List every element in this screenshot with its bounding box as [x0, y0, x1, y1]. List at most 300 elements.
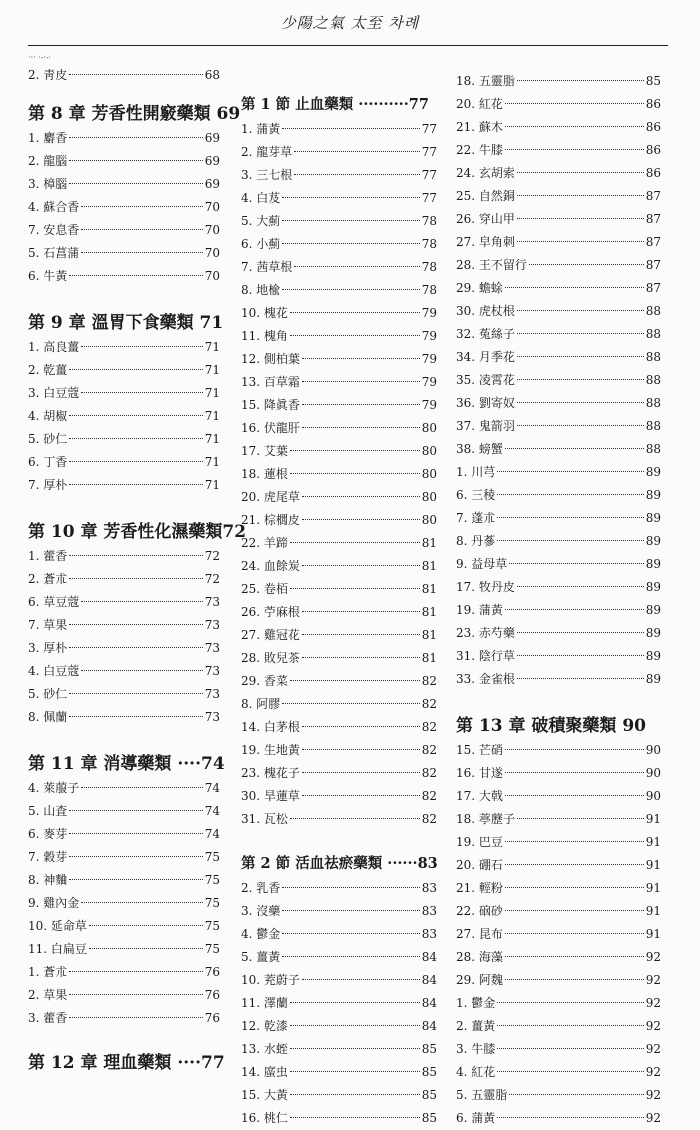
entry-page-number: 77	[421, 122, 437, 136]
entry-page-number: 78	[421, 214, 437, 228]
toc-entry	[28, 961, 220, 984]
entry-page-number: 79	[421, 375, 437, 389]
entry-page-number: 80	[421, 421, 437, 435]
dot-leader	[290, 1071, 420, 1072]
entry-page-number: 91	[645, 881, 661, 895]
dot-leader	[517, 379, 644, 380]
entry-page-number: 88	[645, 419, 661, 433]
toc-entry	[456, 668, 661, 691]
dot-leader	[282, 956, 419, 957]
toc-section	[28, 751, 225, 1030]
toc-entry	[28, 823, 220, 846]
dot-leader	[302, 496, 420, 497]
entry-page-number: 75	[204, 896, 220, 910]
toc-section	[28, 519, 247, 729]
toc-entry	[28, 660, 220, 683]
toc-entry	[241, 141, 437, 164]
dot-leader	[290, 1002, 420, 1003]
entry-label: 5. 薑黃	[241, 950, 281, 964]
toc-entry	[28, 1007, 220, 1030]
dot-leader	[69, 415, 202, 416]
entry-label: 23. 槐花子	[241, 766, 300, 780]
toc-section	[28, 1050, 225, 1076]
dot-leader	[290, 335, 420, 336]
toc-entry	[456, 645, 661, 668]
toc-entry	[241, 877, 437, 900]
toc-entry	[28, 800, 220, 823]
toc-entry	[456, 923, 661, 946]
entry-page-number: 72	[204, 549, 220, 563]
toc-entry	[241, 1107, 437, 1130]
dot-leader	[290, 312, 420, 313]
entry-label: 4. 蘇合香	[28, 200, 80, 214]
entry-label: 20. 硼石	[456, 858, 503, 872]
entry-page-number: 69	[204, 154, 220, 168]
dot-leader	[302, 772, 420, 773]
dot-leader	[302, 427, 420, 428]
dot-leader	[69, 879, 202, 880]
toc-entry	[456, 762, 661, 785]
dot-leader	[517, 80, 644, 81]
entry-page-number: 73	[204, 618, 220, 632]
entry-page-number: 89	[645, 626, 661, 640]
toc-entry	[241, 716, 437, 739]
entry-page-number: 84	[421, 996, 437, 1010]
toc-entry	[28, 869, 220, 892]
entry-label: 10. 延命草	[28, 919, 87, 933]
entry-page-number: 92	[645, 973, 661, 987]
toc-entry	[241, 923, 437, 946]
toc-entry	[241, 463, 437, 486]
entry-label: 18. 蓮根	[241, 467, 288, 481]
entry-page-number: 91	[645, 858, 661, 872]
dot-leader	[89, 925, 203, 926]
dot-leader	[517, 818, 644, 819]
entry-page-number: 92	[645, 1019, 661, 1033]
entry-label: 7. 草果	[28, 618, 68, 632]
entry-label: 7. 茜草根	[241, 260, 293, 274]
toc-entry	[456, 1038, 661, 1061]
dot-leader	[294, 151, 419, 152]
toc-entry	[456, 162, 661, 185]
dot-leader	[517, 172, 644, 173]
page-header	[0, 0, 700, 46]
dot-leader	[290, 1025, 420, 1026]
entry-page-number: 83	[421, 881, 437, 895]
toc-entry	[456, 599, 661, 622]
entry-page-number: 85	[645, 74, 661, 88]
toc-entry	[241, 187, 437, 210]
entry-label: 1. 麝香	[28, 131, 68, 145]
entry-page-number: 92	[645, 1088, 661, 1102]
dot-leader	[290, 450, 420, 451]
dot-leader	[69, 833, 202, 834]
dot-leader	[505, 910, 644, 911]
entry-page-number: 75	[204, 873, 220, 887]
toc-entry	[456, 208, 661, 231]
entry-label: 7. 安息香	[28, 223, 80, 237]
entry-page-number: 88	[645, 350, 661, 364]
toc-entry	[241, 279, 437, 302]
dot-leader	[517, 678, 644, 679]
toc-entry	[241, 532, 437, 555]
dot-leader	[505, 287, 644, 288]
toc-entry	[241, 555, 437, 578]
entry-page-number: 86	[645, 120, 661, 134]
entry-label: 3. 樟腦	[28, 177, 68, 191]
entry-label: 5. 大薊	[241, 214, 281, 228]
toc-entry	[456, 739, 661, 762]
entry-label: 4. 萊菔子	[28, 781, 80, 795]
entry-label: 3. 厚朴	[28, 641, 68, 655]
dot-leader	[517, 425, 644, 426]
toc-entry	[241, 417, 437, 440]
entry-label: 15. 大黃	[241, 1088, 288, 1102]
dot-leader	[505, 772, 644, 773]
dot-leader	[505, 126, 644, 127]
toc-entry	[28, 428, 220, 451]
toc-entry	[241, 946, 437, 969]
entry-label: 30. 旱蓮草	[241, 789, 300, 803]
entry-label: 1. 蒼朮	[28, 965, 68, 979]
dot-leader	[497, 517, 643, 518]
dot-leader	[529, 264, 644, 265]
toc-entry	[241, 900, 437, 923]
entry-label: 28. 敗兒茶	[241, 651, 300, 665]
entry-page-number: 74	[204, 804, 220, 818]
toc-entry	[456, 553, 661, 576]
toc-entry	[456, 622, 661, 645]
entry-page-number: 80	[421, 513, 437, 527]
dot-leader	[69, 555, 202, 556]
toc-entry	[28, 706, 220, 729]
toc-entry	[28, 846, 220, 869]
toc-entry	[456, 877, 661, 900]
entry-label: 2. 龍腦	[28, 154, 68, 168]
chapter-heading: 第 8 章 芳香性開竅藥類 69	[28, 104, 241, 124]
entry-page-number: 81	[421, 605, 437, 619]
dot-leader	[517, 655, 644, 656]
entry-label: 10. 茺蔚子	[241, 973, 300, 987]
toc-entry	[28, 683, 220, 706]
entry-label: 8. 地楡	[241, 283, 281, 297]
dot-leader	[517, 586, 644, 587]
toc-entry	[456, 415, 661, 438]
toc-entry	[456, 254, 661, 277]
entry-page-number: 75	[204, 850, 220, 864]
toc-entry	[241, 509, 437, 532]
dot-leader	[282, 703, 419, 704]
entry-label: 6. 牛黃	[28, 269, 68, 283]
entry-label: 1. 鬱金	[456, 996, 496, 1010]
dot-leader	[282, 128, 419, 129]
entry-label: 3. 沒藥	[241, 904, 281, 918]
toc-entry	[28, 637, 220, 660]
dot-leader	[69, 624, 202, 625]
toc-entry	[456, 946, 661, 969]
entry-label: 11. 白扁豆	[28, 942, 87, 956]
entry-page-number: 78	[421, 260, 437, 274]
dot-leader	[302, 519, 420, 520]
dot-leader	[69, 137, 202, 138]
entry-label: 12. 乾漆	[241, 1019, 288, 1033]
entry-page-number: 70	[204, 269, 220, 283]
toc-entry	[456, 461, 661, 484]
toc-section	[28, 101, 241, 288]
toc-entry	[456, 530, 661, 553]
entry-page-number: 92	[645, 1042, 661, 1056]
toc-entry	[28, 127, 220, 150]
entry-label: 5. 五靈脂	[456, 1088, 508, 1102]
toc-entry	[28, 336, 220, 359]
entry-page-number: 83	[421, 927, 437, 941]
dot-leader	[290, 1117, 420, 1118]
dot-leader	[497, 1025, 643, 1026]
entry-label: 22. 硇砂	[456, 904, 503, 918]
entry-label: 35. 凌霄花	[456, 373, 515, 387]
entry-page-number: 88	[645, 396, 661, 410]
entry-page-number: 71	[204, 478, 220, 492]
dot-leader	[517, 356, 644, 357]
dot-leader	[505, 956, 644, 957]
entry-page-number: 92	[645, 996, 661, 1010]
entry-page-number: 88	[645, 304, 661, 318]
toc-entry	[28, 265, 220, 288]
entry-page-number: 77	[421, 191, 437, 205]
chapter-heading: 第 11 章 消導藥類 ····74	[28, 754, 225, 774]
toc-entry	[456, 139, 661, 162]
entry-label: 30. 虎杖根	[456, 304, 515, 318]
section-heading: 第 1 節 止血藥類 ··········77	[241, 96, 429, 113]
entry-page-number: 82	[421, 720, 437, 734]
entry-label: 20. 虎尾草	[241, 490, 300, 504]
dot-leader	[69, 856, 202, 857]
toc-entry	[28, 196, 220, 219]
entry-label: 7. 厚朴	[28, 478, 68, 492]
toc-entry	[456, 438, 661, 461]
entry-label: 1. 高良薑	[28, 340, 80, 354]
dot-leader	[282, 887, 419, 888]
dot-leader	[69, 484, 202, 485]
entry-label: 6. 丁香	[28, 455, 68, 469]
entry-page-number: 87	[645, 258, 661, 272]
dot-leader	[505, 979, 644, 980]
entry-page-number: 84	[421, 950, 437, 964]
entry-label: 8. 阿膠	[241, 697, 281, 711]
entry-label: 3. 牛膝	[456, 1042, 496, 1056]
entry-page-number: 72	[204, 572, 220, 586]
toc-entry	[456, 969, 661, 992]
entry-label: 1. 藿香	[28, 549, 68, 563]
dot-leader	[509, 1094, 643, 1095]
entry-page-number: 81	[421, 559, 437, 573]
entry-page-number: 89	[645, 465, 661, 479]
entry-page-number: 87	[645, 212, 661, 226]
dot-leader	[81, 670, 202, 671]
entry-label: 24. 血餘炭	[241, 559, 300, 573]
entry-page-number: 88	[645, 442, 661, 456]
entry-page-number: 89	[645, 534, 661, 548]
toc-entry	[456, 1015, 661, 1038]
entry-page-number: 76	[204, 988, 220, 1002]
entry-label: 26. 苧麻根	[241, 605, 300, 619]
dot-leader	[290, 818, 420, 819]
entry-page-number: 88	[645, 373, 661, 387]
toc-entry	[28, 892, 220, 915]
entry-label: 3. 藿香	[28, 1011, 68, 1025]
entry-page-number: 68	[204, 68, 220, 82]
toc-entry	[241, 256, 437, 279]
dot-leader	[505, 864, 644, 865]
toc-section	[28, 310, 224, 497]
toc-entry	[28, 614, 220, 637]
entry-label: 4. 白豆蔻	[28, 664, 80, 678]
dot-leader	[505, 103, 644, 104]
entry-label: 33. 金雀根	[456, 672, 515, 686]
toc-entry	[456, 323, 661, 346]
entry-label: 5. 山査	[28, 804, 68, 818]
toc-entry	[241, 624, 437, 647]
entry-label: 25. 自然銅	[456, 189, 515, 203]
entry-label: 2. 乳香	[241, 881, 281, 895]
chapter-heading: 第 9 章 溫胃下食藥類 71	[28, 313, 224, 333]
entry-label: 6. 蒲黃	[456, 1111, 496, 1125]
dot-leader	[69, 74, 202, 75]
toc-entry	[456, 1061, 661, 1084]
toc-entry	[456, 300, 661, 323]
entry-label: 12. 側柏葉	[241, 352, 300, 366]
toc-entry	[28, 382, 220, 405]
entry-page-number: 74	[204, 781, 220, 795]
dot-leader	[69, 1017, 202, 1018]
dot-leader	[290, 1094, 420, 1095]
entry-label: 32. 菟絲子	[456, 327, 515, 341]
entry-label: 4. 鬱金	[241, 927, 281, 941]
entry-page-number: 91	[645, 904, 661, 918]
entry-label: 18. 葶藶子	[456, 812, 515, 826]
toc-column-3	[456, 52, 661, 1130]
entry-page-number: 91	[645, 927, 661, 941]
entry-page-number: 82	[421, 743, 437, 757]
toc-entry	[28, 568, 220, 591]
entry-label: 27. 雞冠花	[241, 628, 300, 642]
entry-label: 4. 胡椒	[28, 409, 68, 423]
entry-page-number: 89	[645, 649, 661, 663]
entry-page-number: 84	[421, 1019, 437, 1033]
entry-label: 3. 白豆蔻	[28, 386, 80, 400]
entry-page-number: 85	[421, 1111, 437, 1125]
entry-label: 20. 紅花	[456, 97, 503, 111]
dot-leader	[81, 601, 202, 602]
dot-leader	[517, 402, 644, 403]
dot-leader	[302, 565, 420, 566]
toc-entry	[241, 118, 437, 141]
toc-entry	[241, 739, 437, 762]
entry-label: 5. 砂仁	[28, 432, 68, 446]
entry-label: 10. 槐花	[241, 306, 288, 320]
entry-page-number: 73	[204, 595, 220, 609]
entry-label: 31. 陰行草	[456, 649, 515, 663]
entry-page-number: 76	[204, 965, 220, 979]
entry-page-number: 85	[421, 1042, 437, 1056]
entry-page-number: 71	[204, 340, 220, 354]
dot-leader	[497, 540, 643, 541]
dot-leader	[517, 632, 644, 633]
header-rule	[28, 45, 668, 46]
entry-label: 9. 雞內金	[28, 896, 80, 910]
dot-leader	[302, 749, 420, 750]
entry-page-number: 82	[421, 789, 437, 803]
entry-label: 2. 薑黃	[456, 1019, 496, 1033]
dot-leader	[282, 197, 419, 198]
toc-entry	[241, 325, 437, 348]
dot-leader	[517, 241, 644, 242]
entry-page-number: 89	[645, 603, 661, 617]
entry-label: 22. 羊蹄	[241, 536, 288, 550]
dot-leader	[505, 795, 644, 796]
dot-leader	[302, 657, 420, 658]
toc-section	[456, 70, 661, 691]
dot-leader	[282, 933, 419, 934]
dot-leader	[290, 1048, 420, 1049]
dot-leader	[505, 749, 644, 750]
toc-entry	[28, 545, 220, 568]
dot-leader	[497, 1071, 643, 1072]
entry-page-number: 81	[421, 582, 437, 596]
dot-leader	[497, 1048, 643, 1049]
toc-entry	[28, 938, 220, 961]
entry-label: 21. 棕櫚皮	[241, 513, 300, 527]
entry-page-number: 70	[204, 223, 220, 237]
entry-page-number: 89	[645, 557, 661, 571]
dot-leader	[81, 902, 202, 903]
dot-leader	[282, 289, 419, 290]
entry-page-number: 78	[421, 237, 437, 251]
toc-entry	[28, 242, 220, 265]
toc-entry	[456, 900, 661, 923]
toc-section	[456, 713, 661, 1130]
entry-label: 9. 益母草	[456, 557, 508, 571]
toc-section	[28, 64, 220, 87]
entry-label: 29. 香菜	[241, 674, 288, 688]
toc-entry	[28, 173, 220, 196]
dot-leader	[302, 611, 420, 612]
entry-page-number: 74	[204, 827, 220, 841]
dot-leader	[302, 634, 420, 635]
toc-entry	[456, 785, 661, 808]
dot-leader	[69, 461, 202, 462]
toc-entry	[456, 854, 661, 877]
entry-page-number: 71	[204, 455, 220, 469]
toc-section	[241, 851, 437, 1130]
entry-label: 2. 龍芽草	[241, 145, 293, 159]
dot-leader	[517, 218, 644, 219]
entry-label: 16. 伏龍肝	[241, 421, 300, 435]
entry-page-number: 85	[421, 1088, 437, 1102]
entry-label: 17. 艾葉	[241, 444, 288, 458]
entry-label: 5. 砂仁	[28, 687, 68, 701]
toc-column-2	[241, 52, 437, 1130]
toc-entry	[241, 762, 437, 785]
dot-leader	[69, 810, 202, 811]
dot-leader	[505, 933, 644, 934]
dot-leader	[505, 448, 644, 449]
entry-page-number: 69	[204, 131, 220, 145]
entry-label: 11. 槐角	[241, 329, 288, 343]
entry-page-number: 81	[421, 628, 437, 642]
entry-label: 6. 小薊	[241, 237, 281, 251]
toc-entry	[28, 359, 220, 382]
